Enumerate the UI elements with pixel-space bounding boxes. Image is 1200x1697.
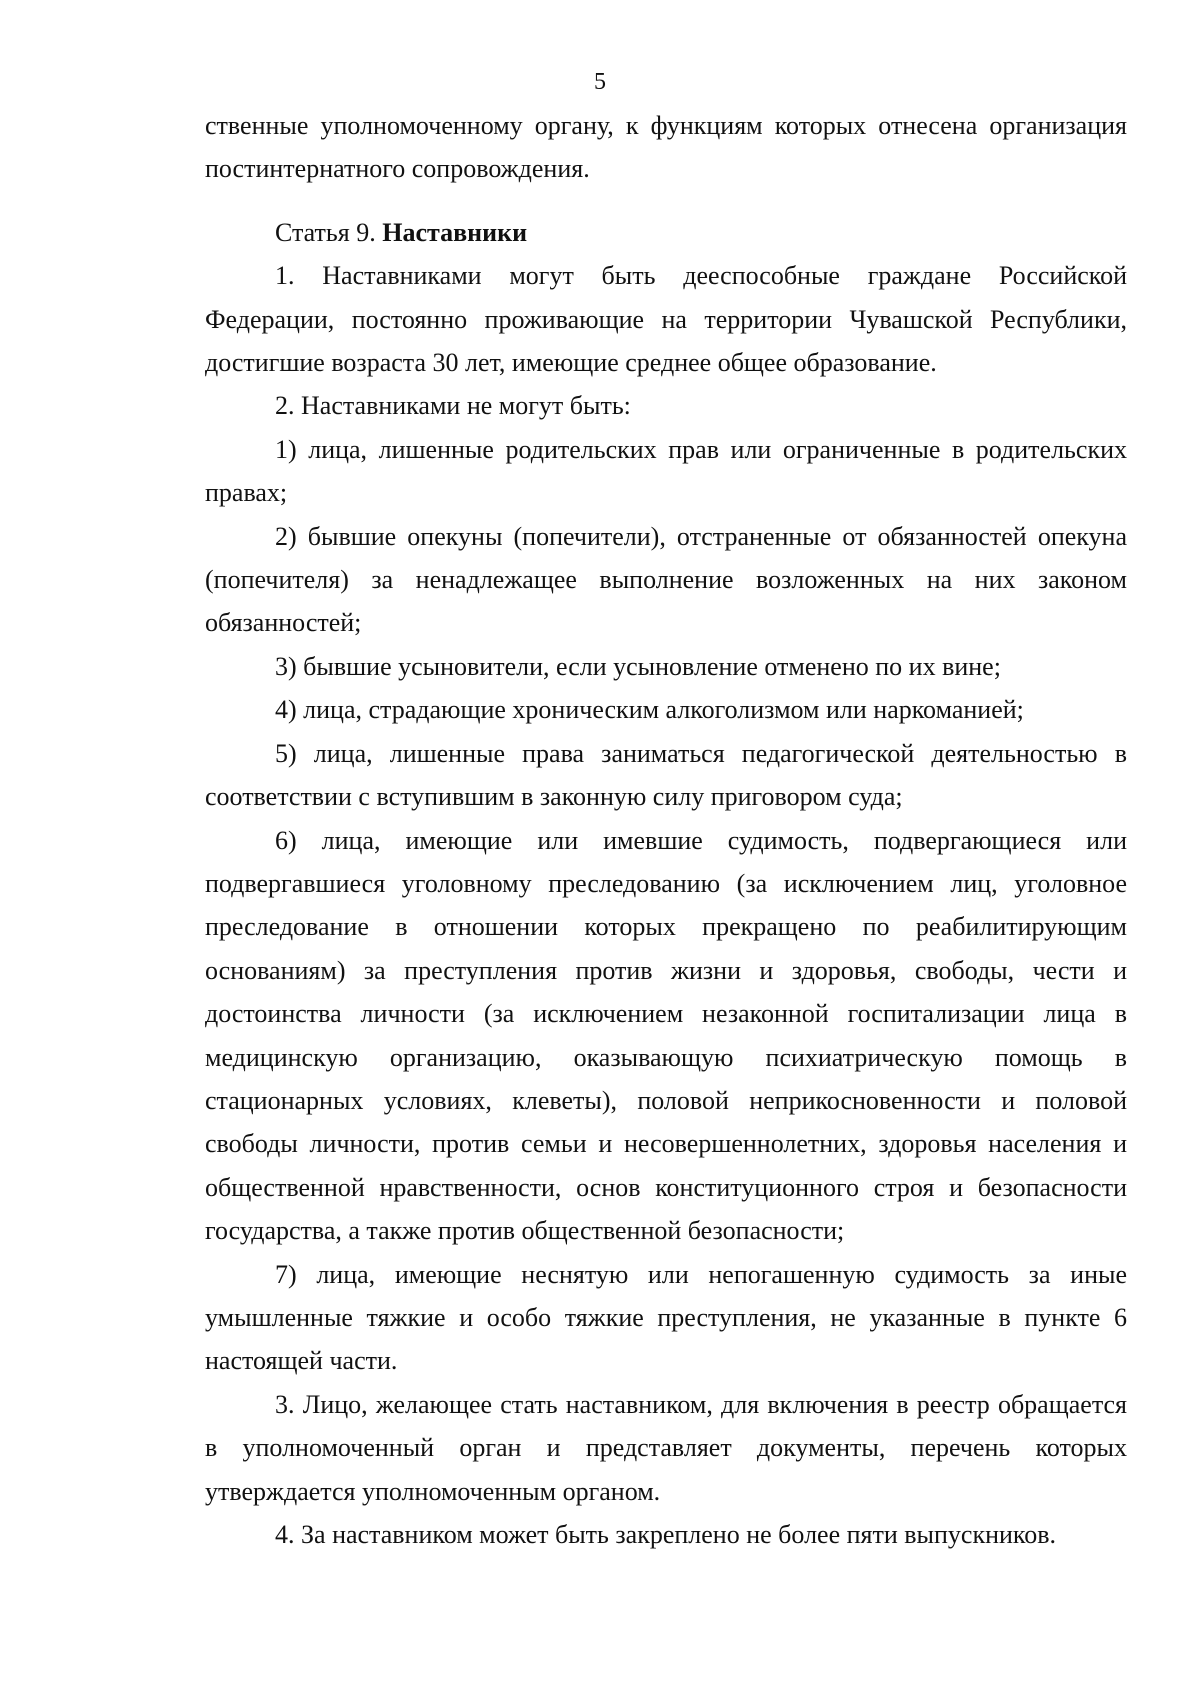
list-item-6: 6) лица, имеющие или имевшие судимость, подвергающиеся или подвергавшиеся уголовному преследованию (за исключением лиц, уголовное преследование в отношении которых прекращено по реабилитирующим основаниям) за преступления против жизни и здоровья, свободы, чести и достоинства личности (за исключением незаконной госпитализации лица в медицинскую организацию, оказывающую психиатрическую помощь в стационарных условиях, клеветы), половой неприкосновенности и половой свободы личности, против семьи и несовершеннолетних, здоровья населения и общественной нравственности, основ конституционного строя и безопасности государства, а также против общественной безопасности; (205, 825, 1127, 1246)
article-heading (205, 211, 1127, 254)
list-item-7: 7) лица, имеющие неснятую или непогашенную судимость за иные умышленные тяжкие и особо тяжкие преступления, не указанные в пункте 6 настоящей части. (205, 1259, 1127, 1376)
article-title: Наставники (382, 217, 528, 247)
paragraph-3: 3. Лицо, желающее стать наставником, для включения в реестр обращается в уполномоченный орган и представляет документы, перечень которых утверждается уполномоченным органом. (205, 1389, 1127, 1506)
list-item-4: 4) лица, страдающие хроническим алкоголизмом или наркоманией; (275, 695, 1024, 725)
paragraph-4: 4. За наставником может быть закреплено не более пяти выпускников. (275, 1520, 1057, 1549)
intro-paragraph: ственные уполномоченному органу, к функциям которых отнесена организация постинтернатного сопровождения. (205, 111, 1127, 184)
document-body (205, 104, 1127, 1556)
article-prefix: Статья 9. (275, 217, 383, 247)
list-item-3: 3) бывшие усыновители, если усыновление отменено по их вине; (275, 651, 1001, 681)
list-item-2: 2) бывшие опекуны (попечители), отстраненные от обязанностей опекуна (попечителя) за ненадлежащее выполнение возложенных на них законом обязанностей; (205, 521, 1127, 638)
list-item-5: 5) лица, лишенные права заниматься педагогической деятельностью в соответствии с вступившим в законную силу приговором суда; (205, 738, 1127, 812)
paragraph-2: 2. Наставниками не могут быть: (275, 391, 631, 421)
page-number: 5 (594, 69, 606, 95)
paragraph-1: 1. Наставниками могут быть дееспособные граждане Российской Федерации, постоянно проживающие на территории Чувашской Республики, достигшие возраста 30 лет, имеющие среднее общее образование. (205, 261, 1127, 378)
list-item-1: 1) лица, лишенные родительских прав или ограниченные в родительских правах; (205, 434, 1127, 508)
